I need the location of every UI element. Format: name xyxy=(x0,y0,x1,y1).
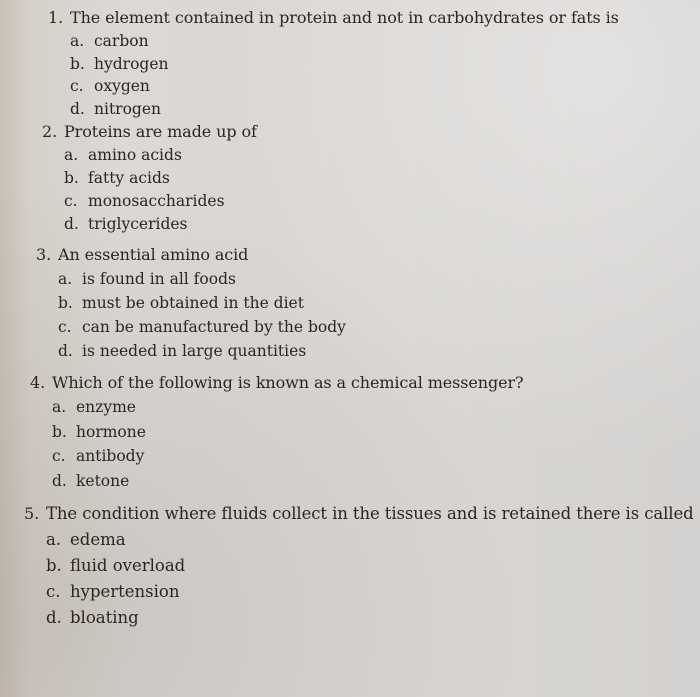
question-text: The element contained in protein and not in carbohydrates or fats is xyxy=(70,8,619,27)
question-3-options xyxy=(58,267,346,363)
option-text: is found in all foods xyxy=(82,270,236,288)
option-letter: d. xyxy=(52,471,67,490)
option-text: bloating xyxy=(70,608,139,627)
option-text: antibody xyxy=(76,447,145,465)
option-letter: d. xyxy=(46,608,62,627)
option-letter: c. xyxy=(70,77,84,95)
question-2 xyxy=(42,120,257,236)
option-text: can be manufactured by the body xyxy=(82,318,346,336)
option-letter: a. xyxy=(52,398,67,416)
option-text: is needed in large quantities xyxy=(82,342,307,360)
question-1 xyxy=(48,6,619,120)
question-4-options xyxy=(52,395,524,493)
option-text: must be obtained in the diet xyxy=(82,294,304,312)
option-c xyxy=(58,315,346,339)
question-number: 3. xyxy=(36,245,52,264)
option-letter: d. xyxy=(70,99,85,118)
question-text: Which of the following is known as a chemical messenger? xyxy=(52,373,524,392)
option-a xyxy=(58,267,346,291)
option-b xyxy=(46,553,694,579)
question-5-options xyxy=(46,527,694,631)
question-text: Proteins are made up of xyxy=(64,122,257,141)
option-letter: b. xyxy=(64,169,79,187)
option-b xyxy=(64,167,257,190)
option-letter: b. xyxy=(52,422,67,441)
option-letter: b. xyxy=(70,54,85,73)
option-letter: c. xyxy=(52,447,66,465)
question-number: 2. xyxy=(42,122,58,141)
option-text: fatty acids xyxy=(88,169,170,187)
option-d xyxy=(58,339,346,363)
option-a xyxy=(64,144,257,167)
question-5-stem xyxy=(24,500,694,527)
option-text: triglycerides xyxy=(88,215,188,233)
option-text: hypertension xyxy=(70,582,180,601)
question-3 xyxy=(36,243,346,363)
option-text: monosaccharides xyxy=(88,192,225,210)
option-b xyxy=(52,420,524,445)
option-letter: b. xyxy=(58,294,73,312)
option-d xyxy=(52,469,524,494)
option-letter: c. xyxy=(58,318,72,336)
option-c xyxy=(52,444,524,469)
option-d xyxy=(64,213,257,236)
option-c xyxy=(64,190,257,213)
option-text: edema xyxy=(70,530,126,549)
option-d xyxy=(46,605,694,631)
option-text: hormone xyxy=(76,422,146,441)
option-a xyxy=(70,30,619,53)
option-text: hydrogen xyxy=(94,54,169,73)
question-4-stem xyxy=(30,371,524,395)
option-b xyxy=(58,291,346,315)
option-text: amino acids xyxy=(88,146,182,164)
option-d xyxy=(70,98,619,121)
question-number: 4. xyxy=(30,373,46,392)
question-text: An essential amino acid xyxy=(58,245,249,264)
option-a xyxy=(46,527,694,553)
question-3-stem xyxy=(36,243,346,267)
option-a xyxy=(52,395,524,420)
question-2-options xyxy=(64,144,257,236)
option-letter: a. xyxy=(46,530,62,549)
option-text: ketone xyxy=(76,471,130,490)
question-4 xyxy=(30,371,524,493)
option-letter: a. xyxy=(64,146,79,164)
option-letter: c. xyxy=(64,192,78,210)
option-letter: d. xyxy=(58,342,73,360)
option-text: nitrogen xyxy=(94,99,161,118)
option-letter: b. xyxy=(46,556,62,575)
question-1-stem xyxy=(48,6,619,30)
option-letter: c. xyxy=(46,582,61,601)
option-text: fluid overload xyxy=(70,556,186,575)
question-5 xyxy=(24,500,694,631)
question-number: 5. xyxy=(24,504,40,523)
option-c xyxy=(46,579,694,605)
option-text: oxygen xyxy=(94,77,150,95)
option-c xyxy=(70,75,619,98)
option-b xyxy=(70,53,619,76)
question-2-stem xyxy=(42,120,257,144)
option-text: enzyme xyxy=(76,398,136,416)
option-letter: d. xyxy=(64,215,79,233)
question-text: The condition where fluids collect in the tissues and is retained there is called xyxy=(46,504,694,523)
question-1-options xyxy=(70,30,619,120)
option-letter: a. xyxy=(70,32,85,50)
question-number: 1. xyxy=(48,8,64,27)
option-text: carbon xyxy=(94,32,149,50)
option-letter: a. xyxy=(58,270,73,288)
